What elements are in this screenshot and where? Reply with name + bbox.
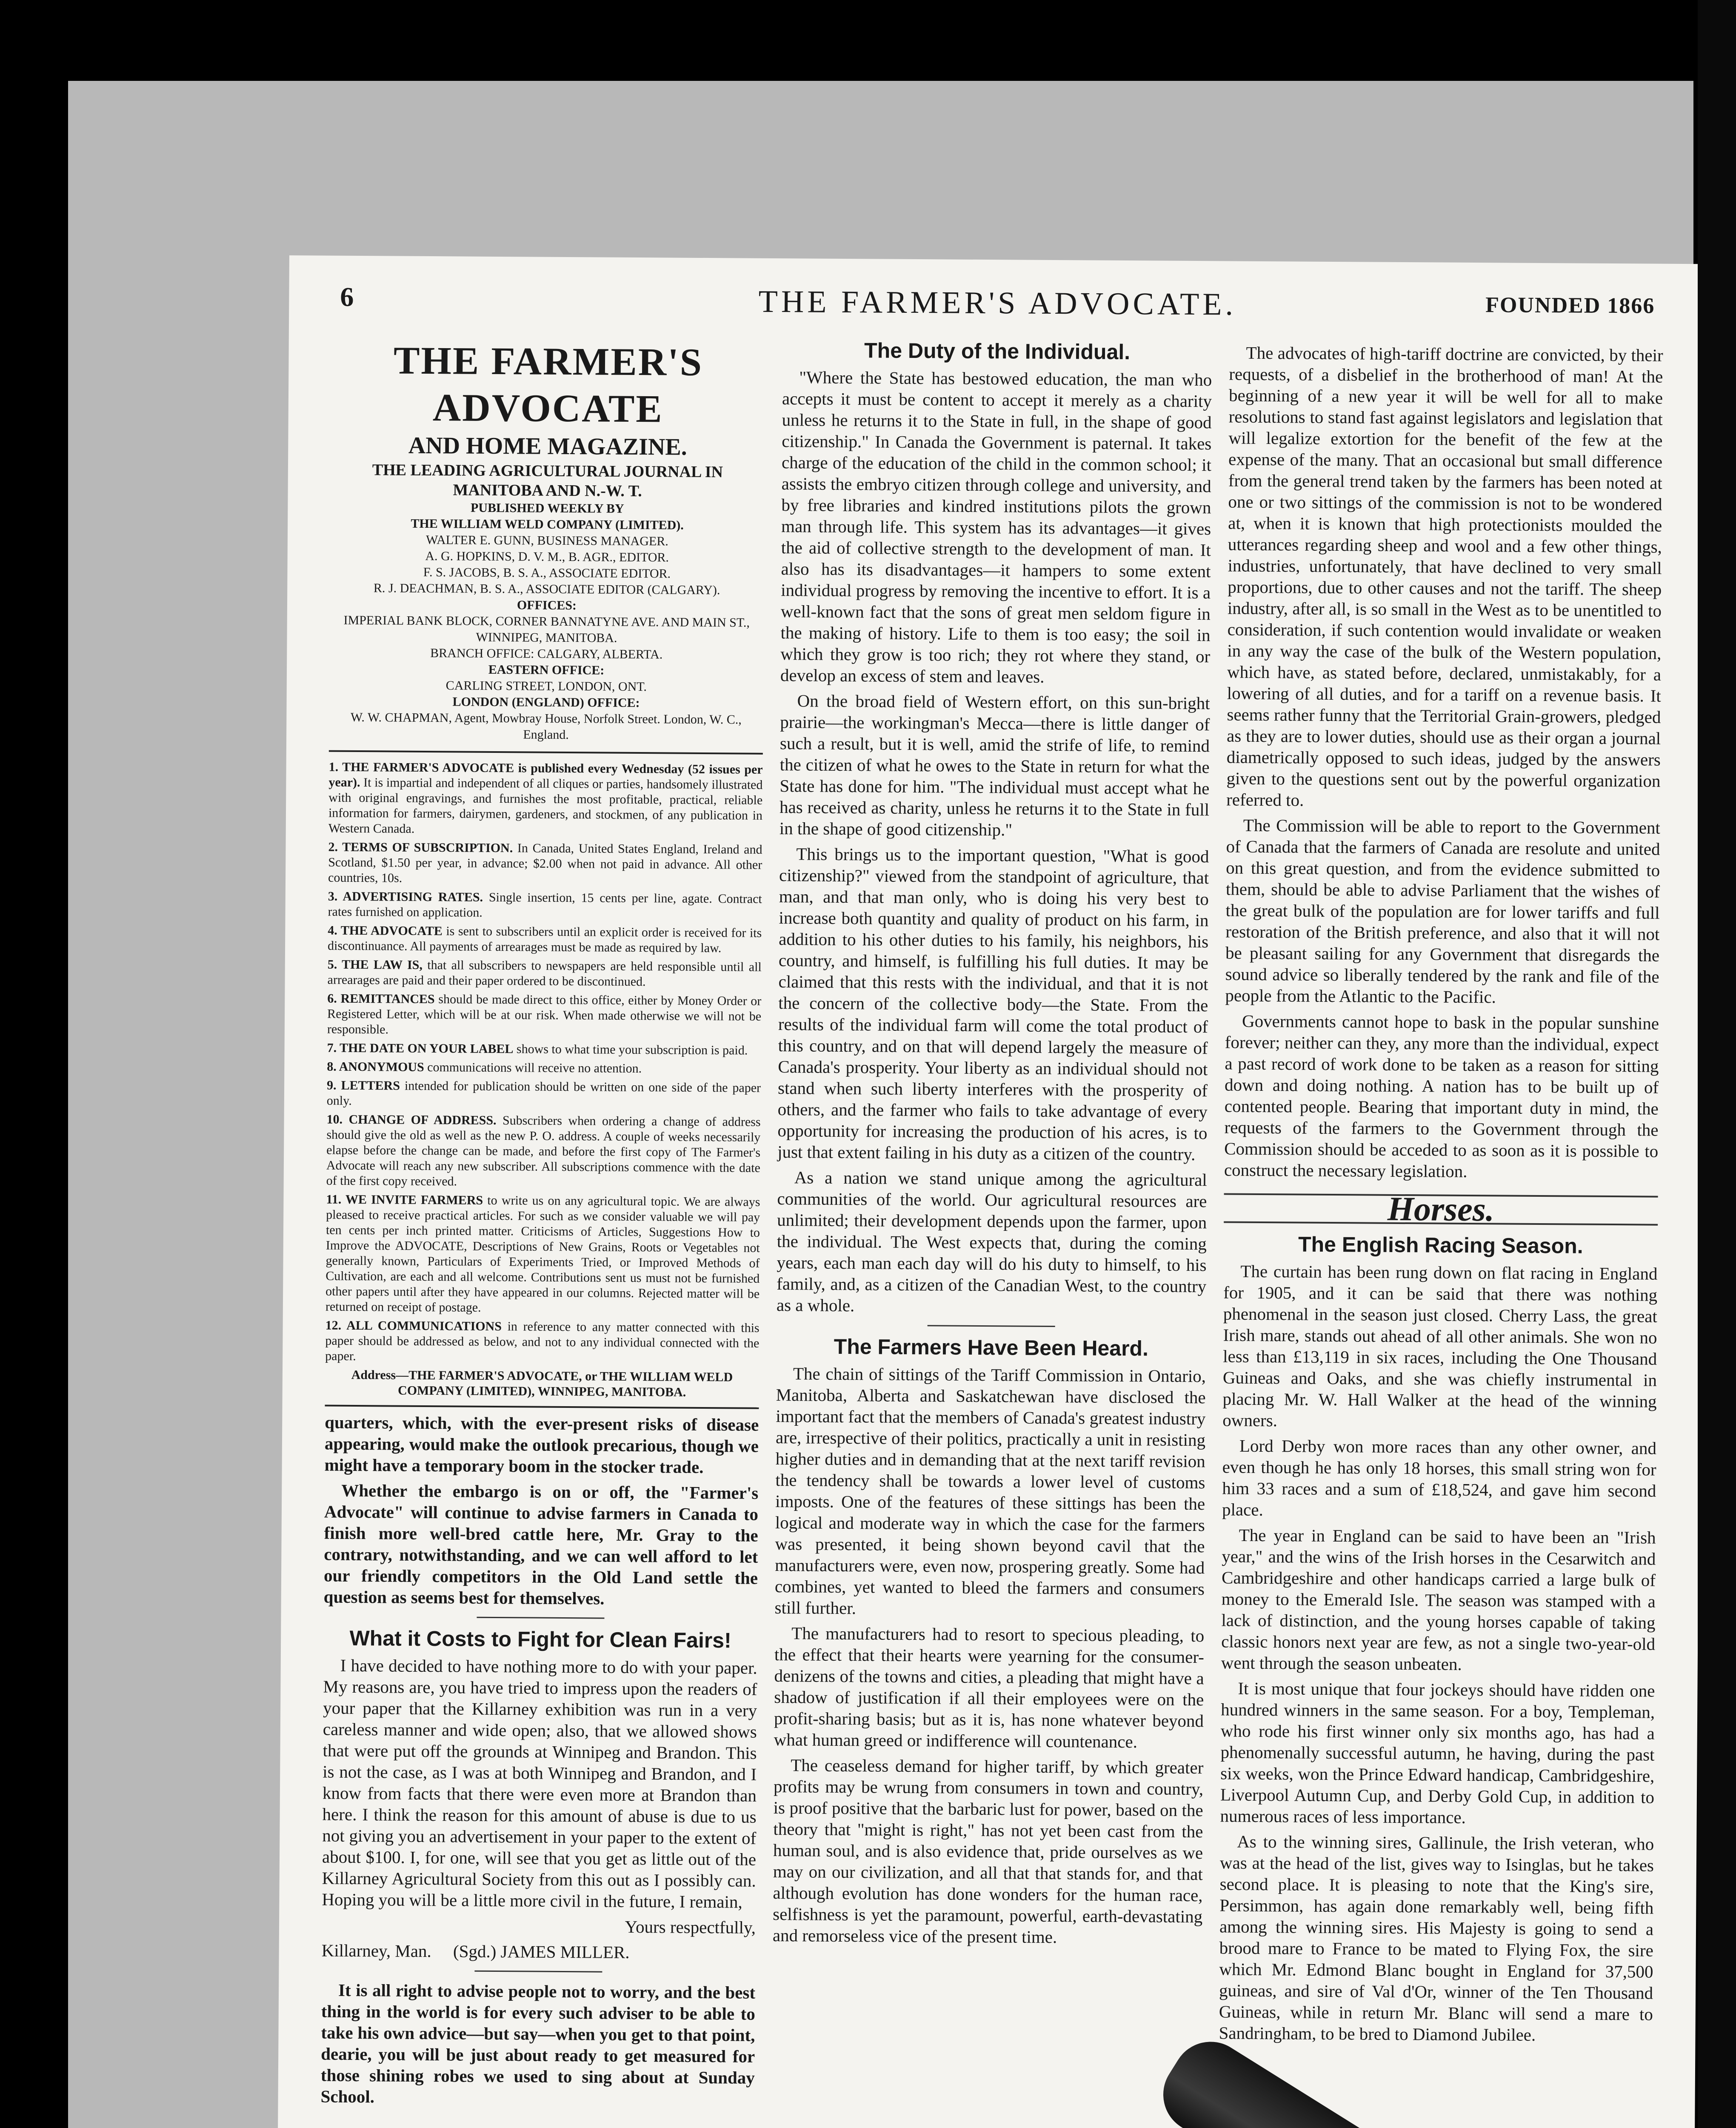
term-item: 3. ADVERTISING RATES. Single insertion, 15 cents per line, agate. Contract rates furnished on application. <box>328 889 762 920</box>
published-by: PUBLISHED WEEKLY BY <box>470 501 624 516</box>
office-main: IMPERIAL BANK BLOCK, CORNER BANNATYNE AVE. AND MAIN ST., WINNIPEG, MANITOBA. <box>343 613 750 645</box>
film-edge <box>1698 0 1736 2128</box>
paragraph: The Commission will be able to report to the Government of Canada that the farmers of Canada are resolute and united on this great question, and from the evidence submitted to them, should be able to advise Parliament that the wishes of the great bulk of the population are for lower tariffs and full restoration of the British preference, and also that it will not be pleasant sailing for any Government that disregards the sound advice so liberally tendered by the rank and file of the people from the Atlantic to the Pacific. <box>1225 815 1660 1007</box>
paragraph: Lord Derby won more races than any other owner, and even though he has only 18 horses, this small string won for him 33 races and a sum of £18,524, and gave him second place. <box>1222 1436 1657 1520</box>
term-item: 10. CHANGE OF ADDRESS. Subscribers when ordering a change of address should give the old as well as the new P. O. address. A couple of weeks necessarily elapse before the change can be made, and before the first copy of The Farmer's Advocate will reach any new subscriber. All subscriptions commence with the date of the first copy received. <box>326 1112 761 1189</box>
london-label: LONDON (ENGLAND) OFFICE: <box>452 695 640 710</box>
term-item: 12. ALL COMMUNICATIONS in reference to any matter connected with this paper should be addressed as below, and not to any individual connected with the paper. <box>325 1318 760 1364</box>
paragraph: Governments cannot hope to bask in the popular sunshine forever; neither can they, any more than the individual, expect a past record of work done to be taken as a reason for sitting down and doing nothing. A nation has to be built up of contented people. Bearing that important duty in mind, the requests of the farmers to the Government through the Commission should be acceded to as soon as it is possible to construct the necessary legislation. <box>1224 1011 1659 1181</box>
terms-list <box>325 760 763 1401</box>
paragraph: The year in England can be said to have been an "Irish year," and the wins of the Irish horses in the Cesarwitch and Cambridgeshire and other handicaps carried a large bulk of money to the Emerald Isle. The season was stamped with a lack of distinction, and the young horses capable of taking classic honors next year are few, as not a single two-year-old went through the season unbeaten. <box>1221 1525 1656 1674</box>
article-title: The Duty of the Individual. <box>864 338 1131 364</box>
section-heading-horses: Horses. <box>1224 1193 1658 1225</box>
divider <box>325 1405 759 1409</box>
column-3 <box>1219 342 1663 2050</box>
paragraph: As a nation we stand unique among the agricultural communities of the world. Our agricultural resources are unlimited; their development depends upon the farmer, upon the individual. The West expects that, during the coming years, each man each day will do his duty to himself, to his family, and, as a citizen of the Canadian West, to the country as a whole. <box>776 1167 1207 1316</box>
paragraph: The chain of sittings of the Tariff Commission in Ontario, Manitoba, Alberta and Saskatchewan have disclosed the important fact that the members of Canada's greatest industry are, irrespective of their politics, practically a unit in resisting higher duties and in demanding that at the next tariff revision the tendency shall be towards a lower level of customs imposts. One of the features of these sittings has been the logical and moderate way in which the case for the farmers was presented, it being shown beyond cavil that the manufacturers were, even now, prospering greatly. Some had combines, yet wanted to bleed the farmers and consumers still further. <box>774 1364 1206 1618</box>
offices-label: OFFICES: <box>517 598 577 613</box>
newspaper-page <box>277 255 1706 2128</box>
column-2 <box>773 339 1212 1953</box>
term-item: 5. THE LAW IS, that all subscribers to newspapers are held responsible until all arrearages are paid and their paper ordered to be discontinued. <box>327 957 762 989</box>
page-header <box>340 281 1655 336</box>
term-item: 11. WE INVITE FARMERS to write us on any agricultural topic. We are always pleased to receive practical articles. For such as we consider valuable we will pay ten cents per inch printed matter. Criticisms of Articles, Suggestions How to Improve the ADVOCATE, Descriptions of New Grains, Roots or Vegetables not generally known, Particulars of Experiments Tried, or Improved Methods of Cultivation, are each and all welcome. Contributions sent us must not be furnished other papers until after they have appeared in our columns. Rejected matter will be returned on receipt of postage. <box>325 1192 760 1315</box>
article-title: What it Costs to Fight for Clean Fairs! <box>349 1626 731 1653</box>
masthead-tagline: THE LEADING AGRICULTURAL JOURNAL IN MANITOBA AND N.-W. T. <box>372 461 723 501</box>
article-title: The English Racing Season. <box>1298 1232 1583 1258</box>
paragraph: quarters, which, with the ever-present risks of disease appearing, would make the outlook precarious, though we might have a temporary boom in the stocker trade. <box>324 1412 759 1477</box>
terms-address: Address—THE FARMER'S ADVOCATE, or THE WILLIAM WELD COMPANY (LIMITED), WINNIPEG, MANITOBA. <box>351 1367 733 1399</box>
staff-line: R. J. DEACHMAN, B. S. A., ASSOCIATE EDITOR (CALGARY). <box>373 581 720 598</box>
page-number: 6 <box>340 281 354 312</box>
paragraph: The advocates of high-tariff doctrine are convicted, by their requests, of a disbelief in the brotherhood of man! At the beginning of a new year it will be well for all to make resolutions to stand fast against legislators and legislation that will legalize extortion for the benefit of the few at the expense of the many. That an occasional but small difference from the general trend taken by the farmers has been noted at one or two sittings of the commission is not to be wondered at, when it is known that high protectionists moulded the utterances regarding sheep and wool and a few other things, industries, unfortunately, that have declined to very small proportions, due to other causes and not the tariff. The sheep industry, after all, is so small in the West as to be unentitled to consideration, if such contention would invalidate or weaken in any way the case of the bulk of the Western population, which have, as stated before, declared, unmistakably, for a lowering of all duties, and for a tariff on a revenue basis. It seems rather funny that the Territorial Grain-growers, pledged as they are to lower duties, should use as their organ a journal diametrically opposed to such ideas, judged by the answers given to the questions sent out by the powerful organization referred to. <box>1226 343 1663 810</box>
paragraph: It is all right to advise people not to worry, and the best thing in the world is for every such adviser to be able to take his own advice—but say—when you get to that point, dearie, you will be just about ready to get measured for those shining robes we used to sing about at Sunday School. <box>320 1980 756 2107</box>
paragraph: Whether the embargo is on or off, the "Farmer's Advocate" will continue to advise farmers in Canada to finish more well-bred cattle here, Mr. Gray to the contrary, notwithstanding, and we can well afford to let our friendly competitors in the Old Land settle the question as seems best for themselves. <box>323 1480 759 1608</box>
term-item: 9. LETTERS intended for publication should be written on one side of the paper only. <box>326 1078 761 1108</box>
term-item: 1. THE FARMER'S ADVOCATE is published every Wednesday (52 issues per year). It is impartial and independent of all cliques or parties, handsomely illustrated with original engravings, and furnishes the most profitable, practical, reliable information for farmers, dairymen, gardeners, and stockmen, of any publication in Western Canada. <box>328 760 763 836</box>
branch-office: BRANCH OFFICE: CALGARY, ALBERTA. <box>430 646 663 662</box>
divider <box>928 1325 1055 1327</box>
founded-label: FOUNDED 1866 <box>1485 293 1655 318</box>
eastern-office: CARLING STREET, LONDON, ONT. <box>445 678 647 694</box>
paragraph: The ceaseless demand for higher tariff, by which greater profits may be wrung from consumers in town and country, is proof positive that the barbaric lust for power, based on the theory that "might is right," has not yet been cast from the human soul, and is also evidence that, pride ourselves as we may on our civilization, and all that that stands for, and that although evolution has done wonders for the human race, selfishness is yet the paramount, powerful, earth-devastating and remorseless vice of the present time. <box>772 1755 1204 1947</box>
eastern-label: EASTERN OFFICE: <box>488 662 605 678</box>
staff-line: WALTER E. GUNN, BUSINESS MANAGER. <box>425 532 668 549</box>
paragraph: The curtain has been rung down on flat racing in England for 1905, and it can be said that there was nothing phenomenal in the season just closed. Cherry Lass, the great Irish mare, stands out ahead of all other animals. She won no less than £13,119 in six races, including the One Thousand Guineas and Oaks, and she was chiefly instrumental in placing Mr. W. Hall Walker at the head of the winning owners. <box>1222 1261 1658 1430</box>
letter-signature: Killarney, Man. (Sgd.) JAMES MILLER. <box>321 1940 630 1962</box>
term-item: 2. TERMS OF SUBSCRIPTION. In Canada, United States England, Ireland and Scotland, $1.50 per year, in advance; $2.00 when not paid in advance. All other countries, 10s. <box>328 840 762 885</box>
term-item: 7. THE DATE ON YOUR LABEL shows to what time your subscription is paid. <box>327 1041 748 1058</box>
letter-closing: Yours respectfully, <box>625 1916 756 1937</box>
term-item: 4. THE ADVOCATE is sent to subscribers until an explicit order is received for its discontinuance. All payments of arrearages must be made as required by law. <box>327 923 762 955</box>
paragraph: This brings us to the important question, "What is good citizenship?" viewed from the standpoint of agriculture, that man, and that man only, who is doing his very best to increase both quantity and quality of product on his farm, in addition to his other duties to his family, his neighbors, his country, and himself, is fulfilling his full duties. It may be claimed that this rests with the individual, and that it is not the concern of the collective body—the State. From the results of the individual farm will come the total product of this country, and on that will depend largely the measure of Canada's prosperity. Your liberty as an individual should not stand when such liberty interferes with the prosperity of others, and the farmer who fails to take advantage of every opportunity for increasing the production of his acres, is to just that extent failing in his duty as a citizen of the country. <box>777 844 1209 1164</box>
london-office: W. W. CHAPMAN, Agent, Mowbray House, Norfolk Street. London, W. C., England. <box>350 710 742 742</box>
paragraph: It is most unique that four jockeys should have ridden one hundred winners in the same season. For a boy, Templeman, who rode his first winner only six months ago, has had a phenomenally successful autumn, he having, during the past six weeks, won the Prince Edward handicap, Cambridgeshire, Liverpool Autumn Cup, and Derby Gold Cup, in addition to numerous races of less importance. <box>1220 1678 1655 1827</box>
divider <box>477 1617 604 1619</box>
divider <box>474 1971 602 1973</box>
masthead-title: THE FARMER'S ADVOCATE <box>393 338 703 431</box>
term-item: 8. ANONYMOUS communications will receive no attention. <box>327 1059 642 1076</box>
staff-line: F. S. JACOBS, B. S. A., ASSOCIATE EDITOR. <box>423 565 671 581</box>
masthead-subtitle: AND HOME MAGAZINE. <box>408 432 687 460</box>
publisher: THE WILLIAM WELD COMPANY (LIMITED). <box>411 516 684 532</box>
newspaper-title: THE FARMER'S ADVOCATE. <box>758 284 1237 322</box>
paragraph: I have decided to have nothing more to do with your paper. My reasons are, you have tried to impress upon the readers of your paper that the Killarney exhibition was run in a very careless manner and wide open; also, that we allowed shows that were put off the grounds at Winnipeg and Brandon. This is not the case, as I was at both Winnipeg and Brandon, and I know from facts that there were even more at Brandon than here. I think the reason for this amount of abuse is due to us not giving you an advertisement in your paper to the extent of about $100. I, for one, will see that you get as little out of the Killarney Agricultural Society from this out as I possibly can. Hoping you will be a little more civil in the future, I remain, <box>322 1655 757 1912</box>
paragraph: As to the winning sires, Gallinule, the Irish veteran, who was at the head of the list, gives way to Isinglas, but he takes second place. It is pleasing to note that the King's sire, Persimmon, has again done remarkably well, being fifth among the winning sires. His Majesty is going to send a brood mare to France to be mated to Flying Fox, the sire which Mr. Edmond Blanc bought in England for 37,500 guineas, and sire of Val d'Or, winner of the Ten Thousand Guineas, while in return Mr. Blanc will send a mare to Sandringham, to be bred to Diamond Jubilee. <box>1219 1831 1654 2045</box>
paragraph: On the broad field of Western effort, on this sun-bright prairie—the workingman's Mecca—there is little danger of such a result, but it is well, amid the strife of life, to remind the citizen of what he owes to the State in return for what the State has done for him. "The individual must accept what he has received as charity, unless he returns it to the State in full in the shape of good citizenship." <box>779 691 1210 840</box>
term-item: 6. REMITTANCES should be made direct to this office, either by Money Order or Registered Letter, which will be at our risk. When made otherwise we will not be responsible. <box>327 991 762 1037</box>
column-1 <box>320 337 765 2114</box>
staff-line: A. G. HOPKINS, D. V. M., B. AGR., EDITOR. <box>425 549 669 565</box>
masthead <box>329 337 765 755</box>
paragraph: The manufacturers had to resort to specious pleading, to the effect that their hearts were yearning for the consumer-denizens of the towns and cities, a pleading that might have a shadow of justification if all their employees were on the profit-sharing basis; but as it is, has none whatever beyond what human greed or indifference will countenance. <box>774 1623 1205 1752</box>
article-title: The Farmers Have Been Heard. <box>834 1334 1149 1361</box>
paragraph: "Where the State has bestowed education, the man who accepts it must be content to accept it merely as a charity unless he returns it to the State in full, in the shape of good citizenship." In Canada the Government is paternal. It takes charge of the education of the child in the common school; it assists the embryo citizen through college and university, and by free libraries and kindred institutions pilots the grown man through life. This system has its advantages—it gives the aid of collective strength to the development of man. It also has its disadvantages—it hampers to some extent individual progress by removing the incentive to effort. It is a well-known fact that the sons of great men seldom figure in the making of history. Life to them is too easy; the soil in which they grow is too rich; they rot where they stand, or develop an excess of stem and leaves. <box>780 367 1212 686</box>
